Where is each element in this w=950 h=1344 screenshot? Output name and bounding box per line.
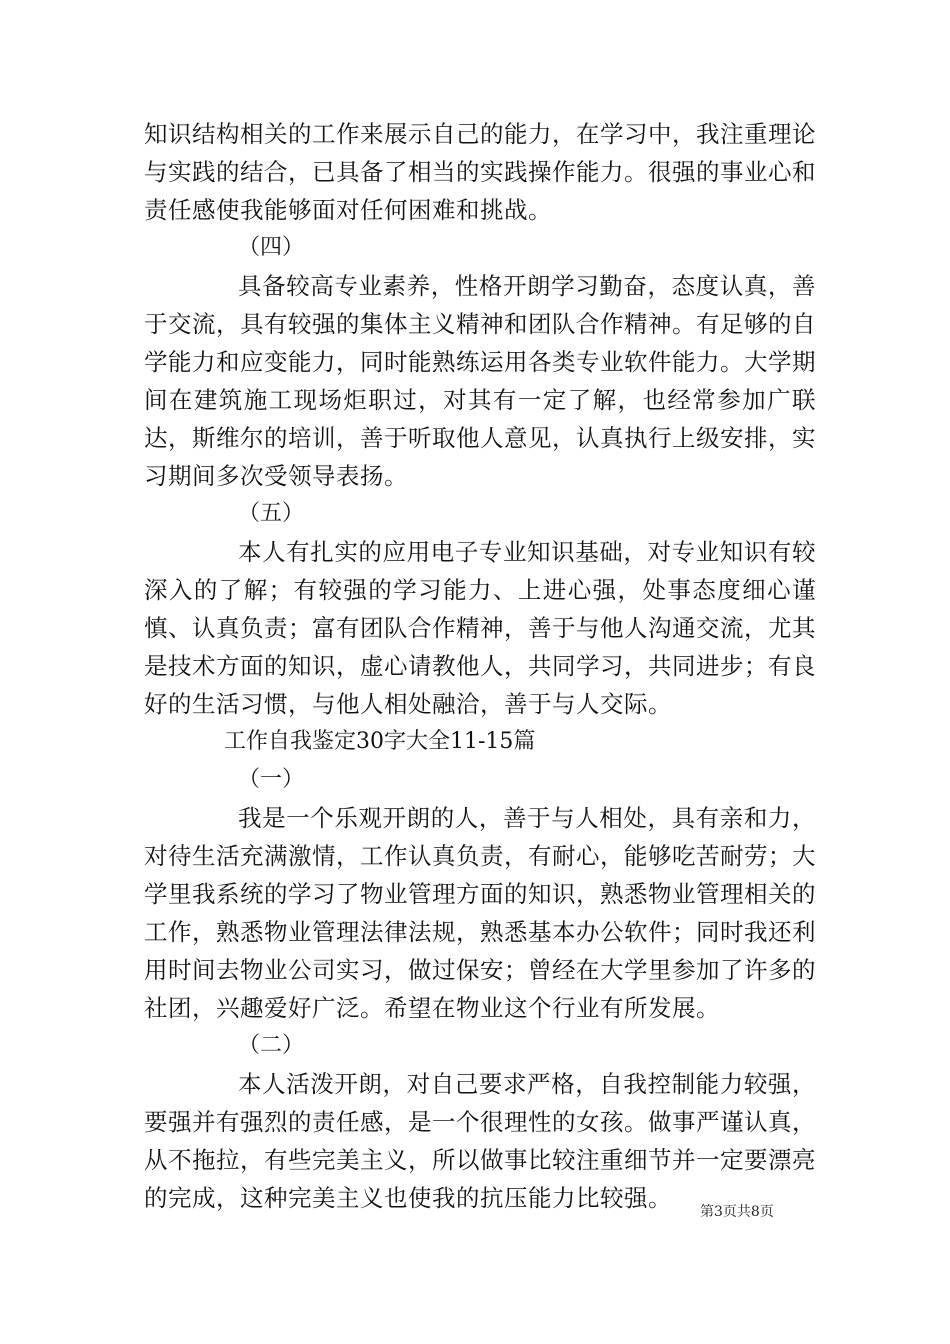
paragraph-section-5: 本人有扎实的应用电子专业知识基础，对专业知识有较深入的了解；有较强的学习能力、上进心强，处事态度细心谨慎、认真负责；富有团队合作精神，善于与他人沟通交流，尤其是技术方面的知识，虚心请教他人，共同学习，共同进步；有良好的生活习惯，与他人相处融洽，善于与人交际。 [144, 538, 816, 718]
section-heading-4: （四） [238, 235, 305, 260]
document-subtitle: 工作自我鉴定30字大全11-15篇 [224, 729, 536, 754]
paragraph-section-4: 具备较高专业素养，性格开朗学习勤奋，态度认真，善于交流，具有较强的集体主义精神和团队合作精神。有足够的自学能力和应变能力，同时能熟练运用各类专业软件能力。大学期间在建筑施工现场炬职过，对其有一定了解，也经常参加广联达，斯维尔的培训，善于听取他人意见，认真执行上级安排，实习期间多次受领导表扬。 [144, 272, 816, 490]
section-heading-5: （五） [238, 501, 305, 526]
section-heading-2: （二） [238, 1033, 305, 1058]
paragraph-section-1: 我是一个乐观开朗的人，善于与人相处，具有亲和力，对待生活充满激情，工作认真负责，有耐心，能够吃苦耐劳；大学里我系统的学习了物业管理方面的知识，熟悉物业管理相关的工作，熟悉物业管理法律法规，熟悉基本办公软件；同时我还利用时间去物业公司实习，做过保安；曾经在大学里参加了许多的社团，兴趣爱好广泛。希望在物业这个行业有所发展。 [144, 804, 816, 1022]
page-number: 第3页共8页 [700, 1204, 774, 1220]
paragraph-continued: 知识结构相关的工作来展示自己的能力，在学习中，我注重理论与实践的结合，已具备了相当的实践操作能力。很强的事业心和责任感使我能够面对任何困难和挑战。 [144, 120, 816, 224]
paragraph-section-2: 本人活泼开朗，对自己要求严格，自我控制能力较强，要强并有强烈的责任感，是一个很理性的女孩。做事严谨认真，从不拖拉，有些完美主义，所以做事比较注重细节并一定要漂亮的完成，这种完美主义也使我的抗压能力比较强。 [144, 1070, 816, 1212]
document-body [144, 115, 816, 1217]
section-heading-1: （一） [238, 767, 305, 792]
